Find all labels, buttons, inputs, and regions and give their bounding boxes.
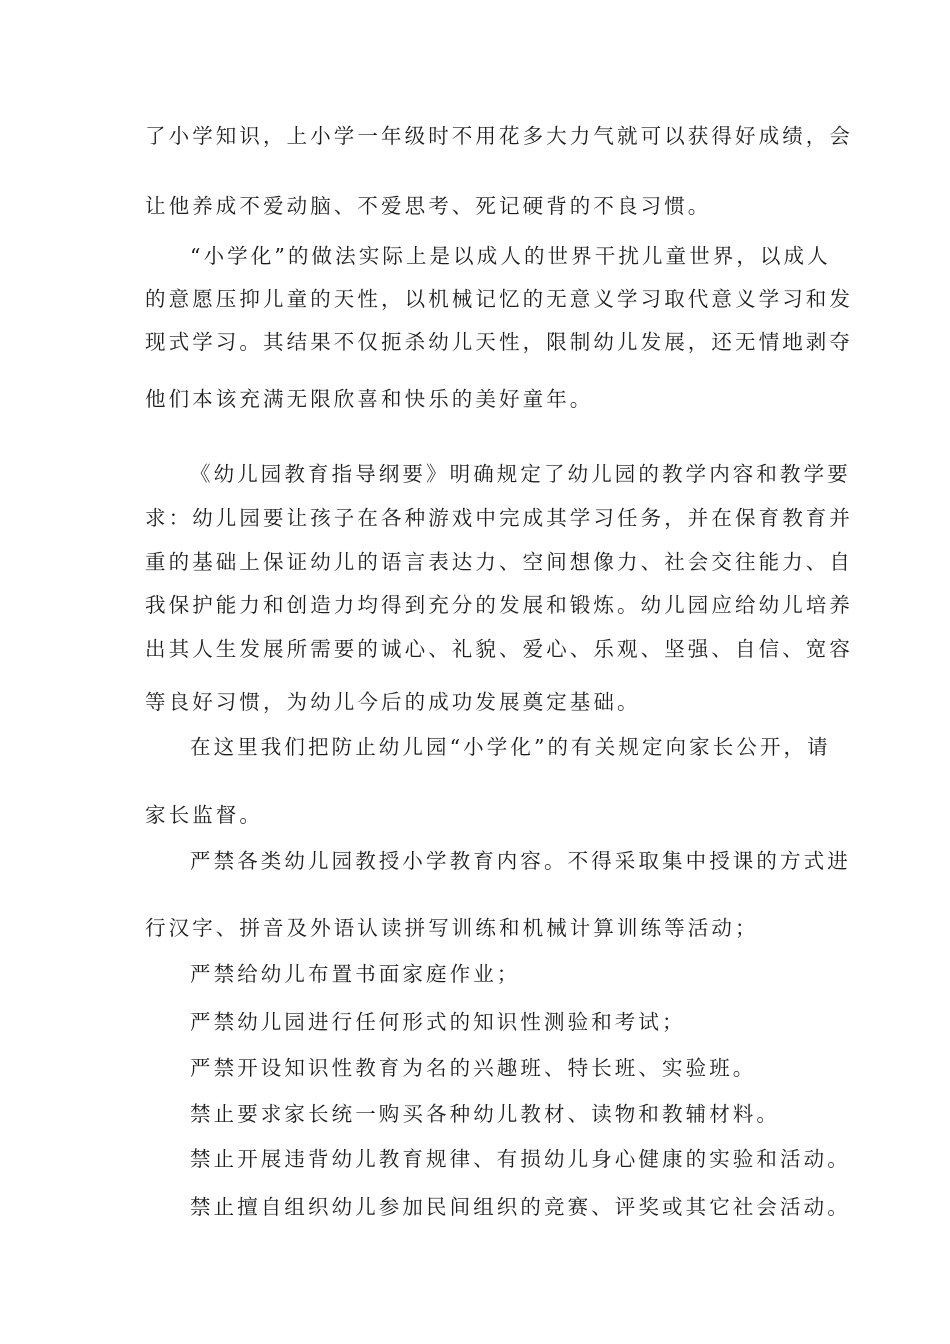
text-line: 禁止擅自组织幼儿参加民间组织的竞赛、评奖或其它社会活动。 xyxy=(190,1195,851,1219)
text-line: 禁止要求家长统一购买各种幼儿教材、读物和教辅材料。 xyxy=(190,1102,780,1126)
text-line: 在这里我们把防止幼儿园“小学化”的有关规定向家长公开，请 xyxy=(190,735,831,759)
text-line: 出其人生发展所需要的诚心、礼貌、爱心、乐观、坚强、自信、宽容 xyxy=(145,637,853,661)
text-line: 的意愿压抑儿童的天性，以机械记忆的无意义学习取代意义学习和发 xyxy=(145,287,853,311)
text-line: 现式学习。其结果不仅扼杀幼儿天性，限制幼儿发展，还无情地剥夺 xyxy=(145,330,853,354)
text-line: 严禁各类幼儿园教授小学教育内容。不得采取集中授课的方式进 xyxy=(190,849,851,873)
text-line: 严禁给幼儿布置书面家庭作业； xyxy=(190,962,521,986)
text-line: 严禁幼儿园进行任何形式的知识性测验和考试； xyxy=(190,1010,686,1034)
text-line: 重的基础上保证幼儿的语言表达力、空间想像力、社会交往能力、自 xyxy=(145,550,853,574)
text-line: 严禁开设知识性教育为名的兴趣班、特长班、实验班。 xyxy=(190,1056,757,1080)
text-line: 《幼儿园教育指导纲要》明确规定了幼儿园的教学内容和教学要 xyxy=(190,462,851,486)
text-line: 禁止开展违背幼儿教育规律、有损幼儿身心健康的实验和活动。 xyxy=(190,1147,851,1171)
text-line: “小学化”的做法实际上是以成人的世界干扰儿童世界，以成人 xyxy=(190,244,831,268)
text-line: 等良好习惯，为幼儿今后的成功发展奠定基础。 xyxy=(145,690,641,714)
text-line: 家长监督。 xyxy=(145,803,263,827)
text-line: 他们本该充满无限欣喜和快乐的美好童年。 xyxy=(145,387,594,411)
text-line: 求：幼儿园要让孩子在各种游戏中完成其学习任务，并在保育教育并 xyxy=(145,506,853,530)
text-line: 我保护能力和创造力均得到充分的发展和锻炼。幼儿园应给幼儿培养 xyxy=(145,593,853,617)
text-line: 了小学知识，上小学一年级时不用花多大力气就可以获得好成绩，会 xyxy=(145,124,853,148)
text-line: 行汉字、拼音及外语认读拼写训练和机械计算训练等活动； xyxy=(145,916,759,940)
text-line: 让他养成不爱动脑、不爱思考、死记硬背的不良习惯。 xyxy=(145,194,712,218)
